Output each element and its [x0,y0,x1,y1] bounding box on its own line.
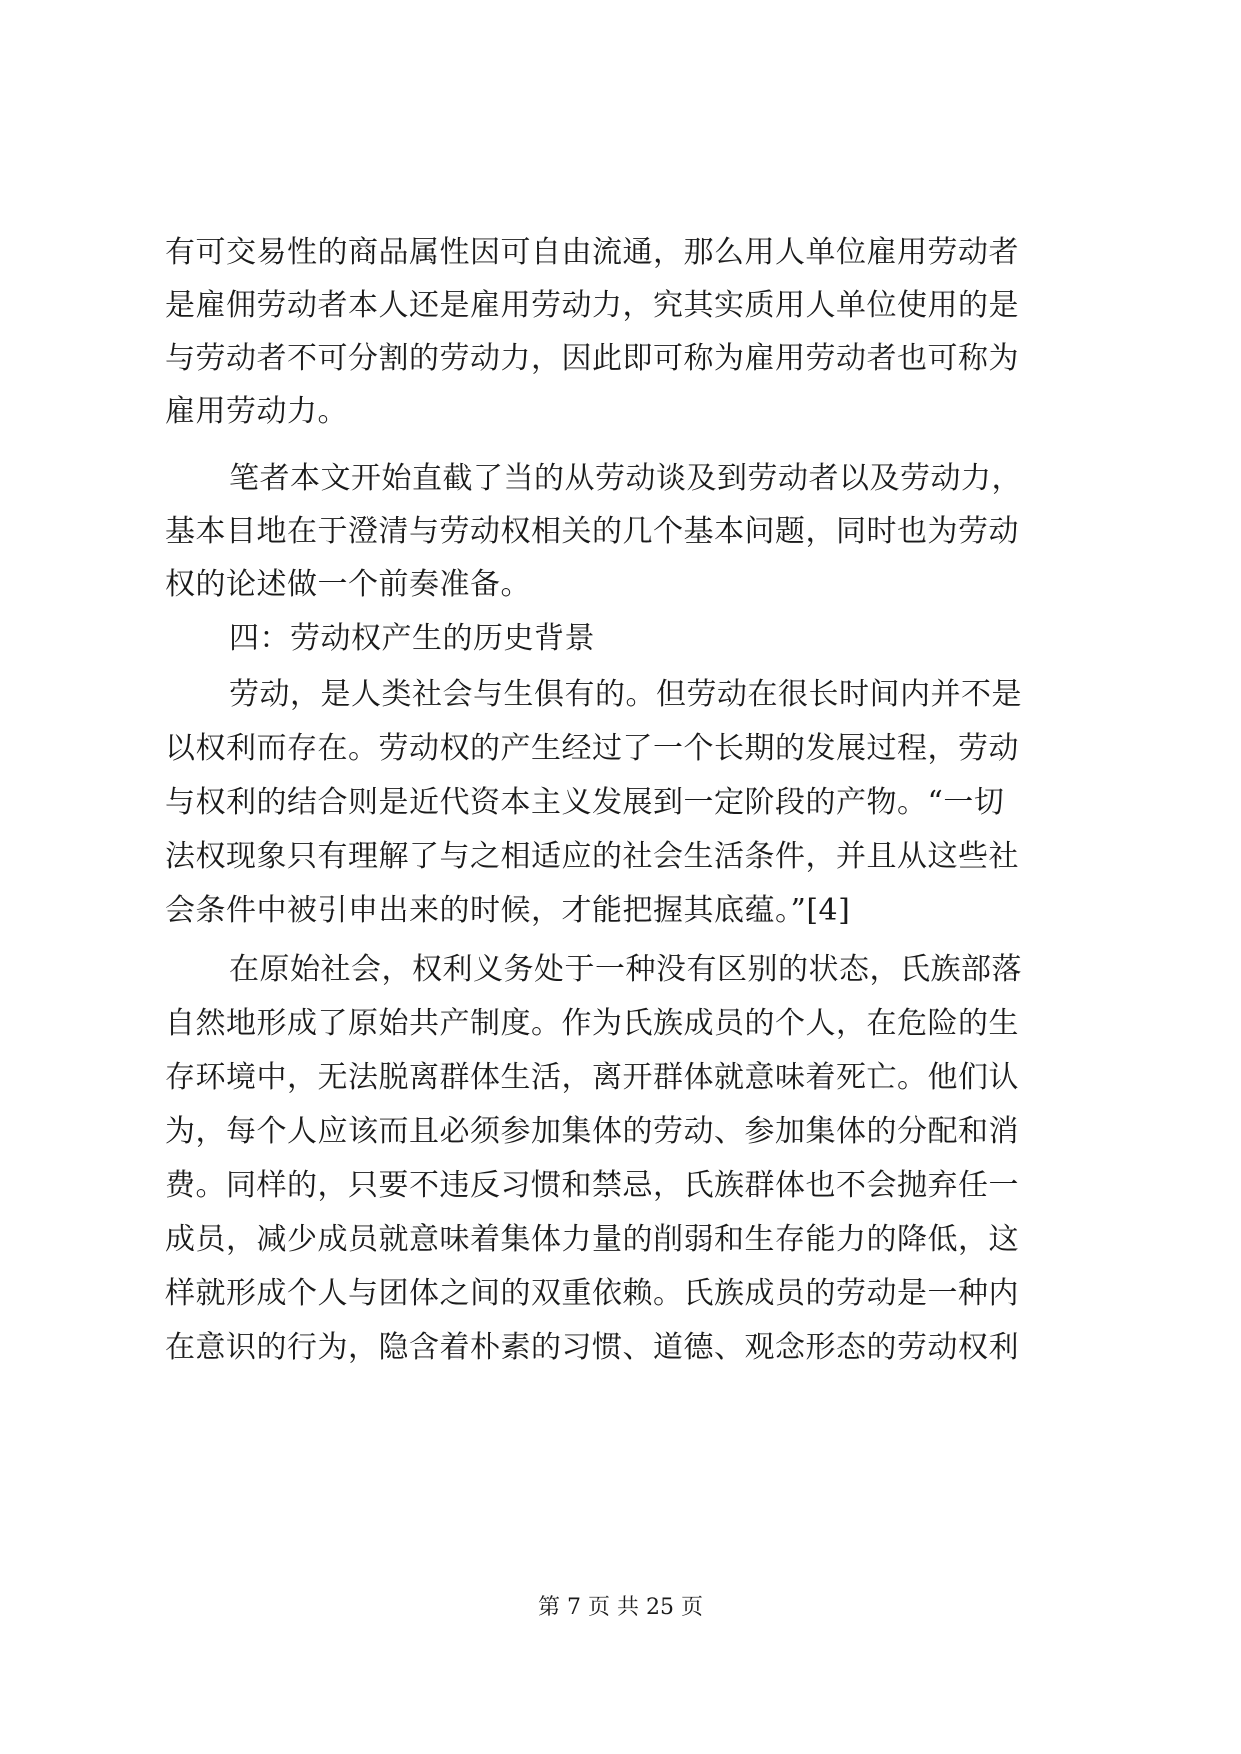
text-line-16: 存环境中，无法脱离群体生活，离开群体就意味着死亡。他们认 [165,1060,1019,1095]
text-line-18: 费。同样的，只要不违反习惯和禁忌，氏族群体也不会抛弃任一 [165,1168,1019,1203]
text-line-13: 会条件中被引申出来的时候，才能把握其底蕴。”[4] [165,893,851,928]
paragraph-start-labor: 劳动，是人类社会与生俱有的。但劳动在很长时间内并不是 [229,677,1022,712]
text-line-19: 成员，减少成员就意味着集体力量的削弱和生存能力的降低，这 [165,1222,1019,1257]
page-number-footer: 第 7 页 共 25 页 [538,1595,703,1620]
text-line-15: 自然地形成了原始共产制度。作为氏族成员的个人，在危险的生 [165,1006,1019,1041]
text-line-7: 权的论述做一个前奏准备。 [165,567,531,602]
text-line-3: 与劳动者不可分割的劳动力，因此即可称为雇用劳动者也可称为 [165,341,1019,376]
text-line-12: 法权现象只有理解了与之相适应的社会生活条件，并且从这些社 [165,839,1019,874]
text-line-6: 基本目地在于澄清与劳动权相关的几个基本问题，同时也为劳动 [165,514,1019,549]
text-line-2: 是雇佣劳动者本人还是雇用劳动力，究其实质用人单位使用的是 [165,288,1019,323]
text-line-21: 在意识的行为，隐含着朴素的习惯、道德、观念形态的劳动权利 [165,1330,1019,1365]
text-line-10: 以权利而存在。劳动权的产生经过了一个长期的发展过程，劳动 [165,731,1019,766]
text-line-17: 为，每个人应该而且必须参加集体的劳动、参加集体的分配和消 [165,1114,1019,1149]
paragraph-start-primitive-society: 在原始社会，权利义务处于一种没有区别的状态，氏族部落 [229,952,1022,987]
text-line-20: 样就形成个人与团体之间的双重依赖。氏族成员的劳动是一种内 [165,1276,1019,1311]
text-line-4: 雇用劳动力。 [165,394,348,429]
section-heading: 四：劳动权产生的历史背景 [229,621,595,656]
text-line-1: 有可交易性的商品属性因可自由流通，那么用人单位雇用劳动者 [165,235,1019,270]
text-line-11: 与权利的结合则是近代资本主义发展到一定阶段的产物。“一切 [165,785,1005,820]
paragraph-start-author-note: 笔者本文开始直截了当的从劳动谈及到劳动者以及劳动力， [229,461,1022,496]
